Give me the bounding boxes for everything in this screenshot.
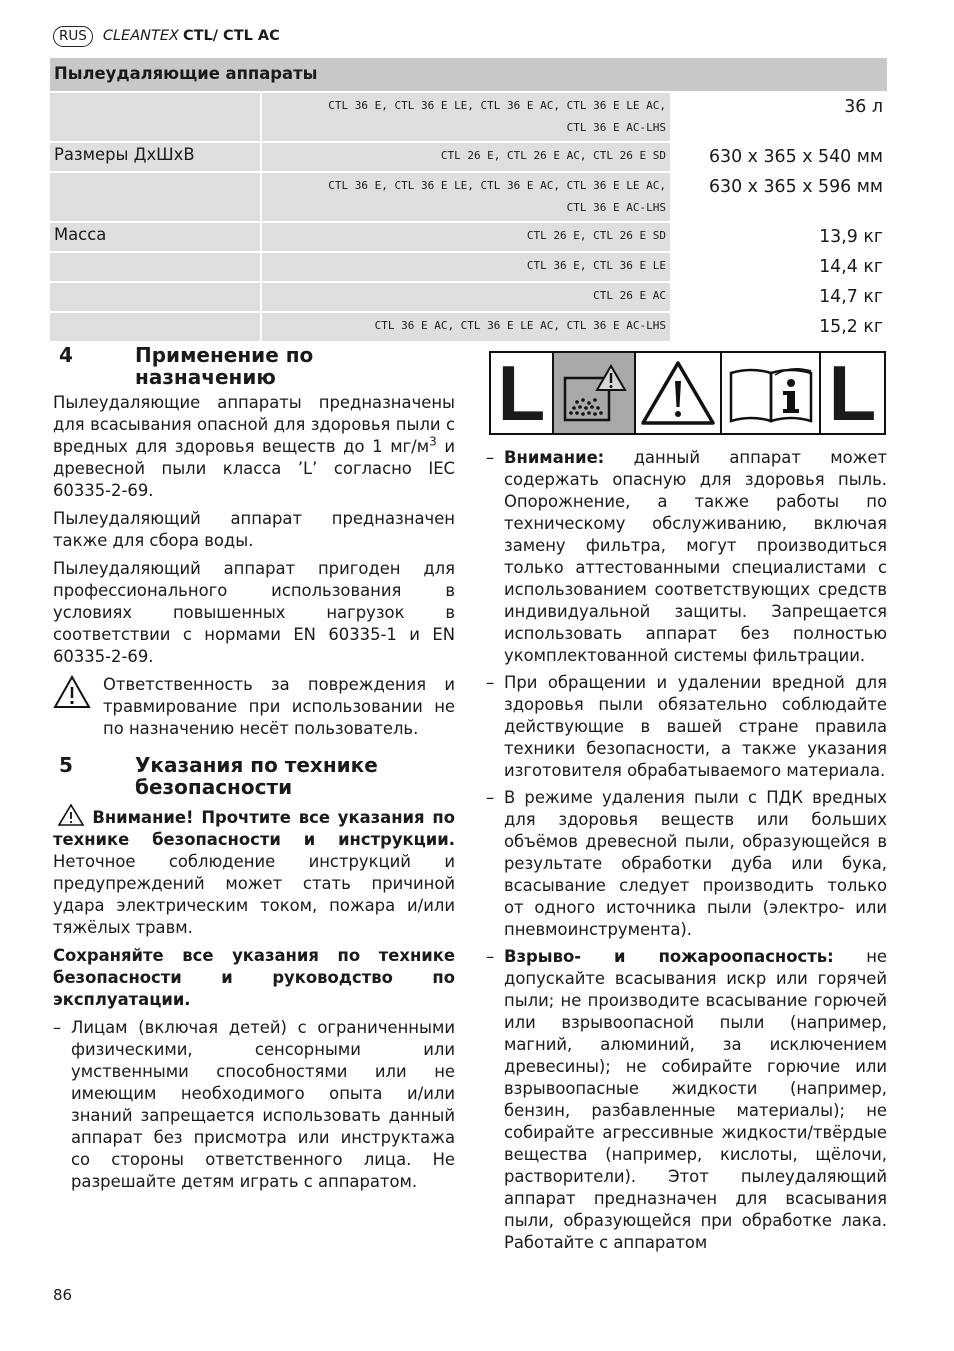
section-number: 5 (59, 753, 73, 777)
row-models: CTL 36 E, CTL 36 E LE, CTL 36 E AC, CTL 36 E LE AC, CTL 36 E AC-LHS (261, 92, 671, 142)
table-row (50, 172, 887, 222)
warning-triangle-icon (636, 353, 722, 433)
row-models: CTL 26 E, CTL 26 E AC, CTL 26 E SD (261, 142, 671, 172)
row-value: 630 x 365 x 596 мм (671, 172, 887, 222)
dust-class-l-label: L (491, 353, 554, 433)
right-column (486, 447, 887, 1259)
table-row (50, 252, 887, 282)
row-value: 630 x 365 x 540 мм (671, 142, 887, 172)
paragraph: Пылеудаляющий аппарат пригоден для профессионального использования в условиях повышенных нагрузок в соответствии с нормами EN 60335-1 и EN 60335-2-69. (53, 559, 455, 666)
section-number: 4 (59, 343, 73, 367)
row-label (50, 92, 261, 142)
row-models: CTL 36 E, CTL 36 E LE (261, 252, 671, 282)
read-manual-icon (722, 353, 821, 433)
list-item: – В режиме удаления пыли с ПДК вредных для здоровья веществ или больших объёмов древесной пыли, образующейся в результате обработки дуба или бука, всасывание следует производить только от одного источника пыли (электро- или пневмоинструмента). (486, 788, 887, 939)
row-label (50, 312, 261, 342)
row-label (50, 172, 261, 222)
document-title (103, 25, 280, 47)
table-row (50, 142, 887, 172)
page-header (53, 24, 280, 48)
section-5-heading (53, 754, 455, 798)
warning-note: Ответственность за повреждения и травмирование при использовании не по назначению несёт пользователь. (53, 674, 455, 740)
row-value: 36 л (671, 92, 887, 142)
row-value: 13,9 кг (671, 222, 887, 252)
spec-table (50, 58, 887, 343)
list-item: – Внимание: данный аппарат может содержать опасную для здоровья пыль. Опорожнение, а также работы по техническому обслуживанию, включая замену фильтра, могут производиться только аттестованными специалистами с использованием соответствующих средств индивидуальной защиты. Запрещается использовать аппарат без полностью укомплектованной системы фильтрации. (486, 448, 887, 665)
table-row (50, 312, 887, 342)
row-label: Масса (50, 222, 261, 252)
table-row (50, 282, 887, 312)
list-item: – Взрыво- и пожароопасность: не допускайте всасывания искр или горячей пыли; не производите всасывание горючей или взрывоопасной пыли (например, магний, алюминий, за исключением древесины); не собирайте горючие или взрывоопасные жидкости (например, бензин, разбавленные материалы); не собирайте агрессивные жидкости/твёрдые вещества (например, кислоты, щёлочи, растворители). Этот пылеудаляющий аппарат предназначен для всасывания пыли, образующейся при обработке лака. Работайте с аппаратом (486, 947, 888, 1252)
section-title: Применение по назначению (135, 343, 314, 389)
dust-class-l-label: L (828, 349, 877, 437)
section-title: Указания по технике безопасности (135, 753, 378, 799)
row-models: CTL 26 E AC (261, 282, 671, 312)
row-label: Размеры ДхШхВ (50, 142, 261, 172)
table-row (50, 92, 887, 142)
keep-instructions: Сохраняйте все указания по технике безопасности и руководство по эксплуатации. (53, 946, 455, 1009)
warning-triangle-icon (53, 674, 103, 740)
language-badge: RUS (53, 26, 93, 47)
row-models: CTL 26 E, CTL 26 E SD (261, 222, 671, 252)
brand-name: CLEANTEX (102, 28, 179, 44)
paragraph: Пылеудаляющие аппараты предназначены для всасывания опасной для здоровья пыли с вредных для здоровья веществ до 1 $мг/м^3$ и древесной пыли класса ’L’ согласно IEC 60335-2-69. (53, 393, 455, 500)
row-label (50, 282, 261, 312)
row-value: 14,4 кг (671, 252, 887, 282)
warning-triangle-icon (57, 804, 85, 826)
row-value: 15,2 кг (671, 312, 887, 342)
table-body (50, 92, 887, 342)
table-row (50, 222, 887, 252)
section-4-heading (53, 344, 455, 388)
safety-warning: Внимание! Прочтите все указания по технике безопасности и инструкции. Неточное соблюдение инструкций и предупреждений может стать причиной удара электрическим током, пожара и/или тяжёлых травм. (53, 804, 455, 939)
dust-class-icon (554, 353, 636, 433)
left-column (53, 344, 455, 1198)
row-models: CTL 36 E, CTL 36 E LE, CTL 36 E AC, CTL 36 E LE AC, CTL 36 E AC-LHS (261, 172, 671, 222)
row-value: 14,7 кг (671, 282, 887, 312)
page-number: 86 (53, 1286, 73, 1304)
list-item: – При обращении и удалении вредной для здоровья пыли обязательно соблюдайте действующие в вашей стране правила техники безопасности, а также указания изготовителя обрабатываемого материала. (486, 673, 887, 780)
list-item: – Лицам (включая детей) с ограниченными физическими, сенсорными или умственными способностями или не имеющим необходимого опыта и/или знаний запрещается использовать данный аппарат без присмотра или инструктажа со стороны ответственного лица. Не разрешайте детям играть с аппаратом. (53, 1018, 455, 1191)
row-models: CTL 36 E AC, CTL 36 E LE AC, CTL 36 E AC-LHS (261, 312, 671, 342)
pictogram-strip (489, 351, 886, 435)
row-label (50, 252, 261, 282)
table-title: Пылеудаляющие аппараты (50, 58, 887, 92)
paragraph: Пылеудаляющий аппарат предназначен также для сбора воды. (53, 509, 455, 550)
model-name: CTL/ CTL AC (182, 28, 280, 44)
